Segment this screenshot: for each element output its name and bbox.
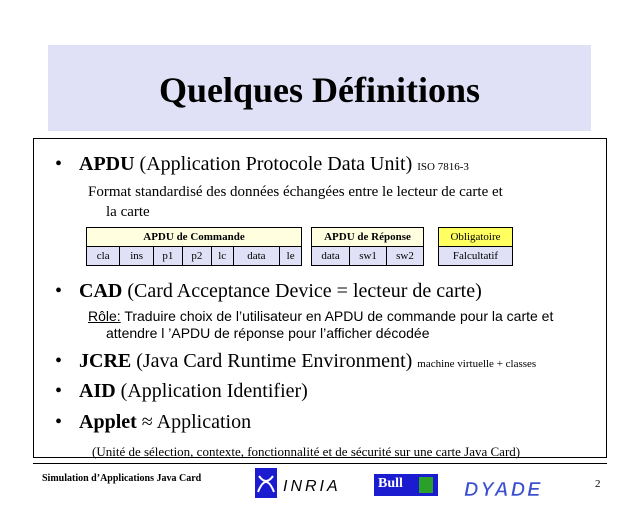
bullet-dot: •: [55, 350, 63, 372]
bullet-apdu: [55, 152, 469, 179]
footer-divider: [33, 463, 607, 464]
page-number: 2: [595, 478, 601, 490]
response-header: APDU de Réponse: [312, 228, 424, 247]
field-sw1: sw1: [350, 247, 387, 266]
term-cad: CAD: [79, 280, 123, 302]
applet-note: (Unité de sélection, contexte, fonctionnalité et de sécurité sur une carte Java Card): [92, 444, 521, 459]
cad-role-line2: attendre l ’APDU de réponse pour l’afficher décodée: [106, 325, 430, 341]
bullet-aid: [55, 379, 308, 403]
field-sw2: sw2: [387, 247, 424, 266]
jcre-desc: (Java Card Runtime Environment): [131, 350, 418, 372]
bullet-dot: •: [55, 380, 63, 402]
command-header: APDU de Commande: [87, 228, 302, 247]
role-label: Rôle:: [88, 308, 121, 324]
bullet-applet: [55, 410, 251, 434]
term-applet: Applet: [79, 411, 137, 433]
apdu-command-table: [86, 227, 302, 266]
cad-desc: (Card Acceptance Device = lecteur de carte): [122, 280, 482, 302]
dyade-logo: [462, 472, 572, 507]
cad-role-line1: [88, 308, 553, 325]
apdu-iso: ISO 7816-3: [417, 161, 469, 173]
apdu-format-line2: la carte: [106, 204, 150, 220]
term-aid: AID: [79, 380, 116, 402]
bull-logo: [374, 474, 438, 496]
bullet-jcre: [55, 349, 536, 376]
legend-table: [438, 227, 513, 266]
apdu-desc: (Application Protocole Data Unit): [134, 153, 418, 175]
applet-desc: ≈ Application: [136, 411, 252, 433]
field-resp-data: data: [312, 247, 350, 266]
apdu-response-table: [311, 227, 424, 266]
bullet-dot: •: [55, 280, 63, 302]
term-apdu: APDU: [79, 153, 135, 175]
inria-text: INRIA: [283, 478, 341, 495]
field-lc: lc: [211, 247, 233, 266]
apdu-format-line1: Format standardisé des données échangées entre le lecteur de carte et: [88, 184, 503, 200]
bullet-dot: •: [55, 153, 63, 175]
aid-desc: (Application Identifier): [115, 380, 308, 402]
field-data: data: [233, 247, 280, 266]
bullet-cad: [55, 279, 482, 303]
legend-mandatory: Obligatoire: [439, 228, 513, 247]
slide-title: Quelques Définitions: [158, 70, 481, 110]
field-p1: p1: [153, 247, 182, 266]
footer-title: Simulation d’Applications Java Card: [42, 473, 202, 484]
field-cla: cla: [87, 247, 120, 266]
field-le: le: [280, 247, 302, 266]
legend-optional: Falcultatif: [439, 247, 513, 266]
bull-text: Bull: [378, 476, 403, 491]
bullet-dot: •: [55, 411, 63, 433]
role-text: Traduire choix de l’utilisateur en APDU de commande pour la carte et: [120, 308, 554, 324]
inria-logo: [255, 468, 355, 503]
field-p2: p2: [182, 247, 211, 266]
dyade-text: DYADE: [464, 479, 543, 501]
bull-mark-icon: [419, 477, 433, 493]
field-ins: ins: [120, 247, 153, 266]
jcre-note: machine virtuelle + classes: [417, 358, 537, 370]
term-jcre: JCRE: [79, 350, 132, 372]
